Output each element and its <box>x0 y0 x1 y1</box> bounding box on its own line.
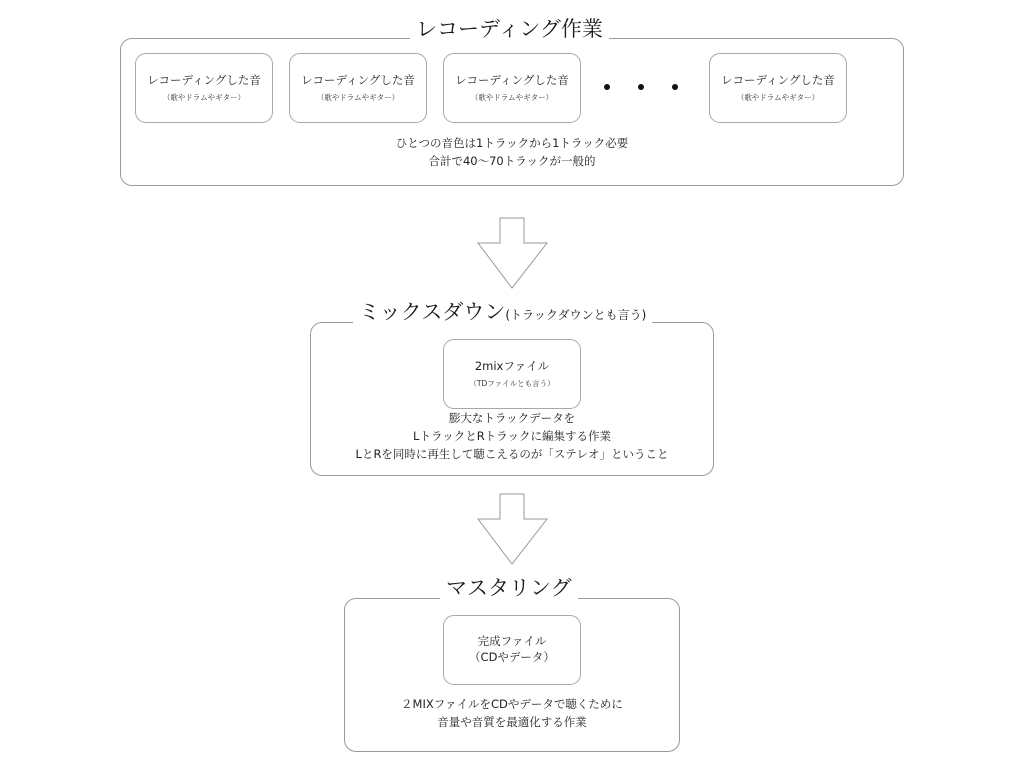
down-arrow-icon <box>476 493 549 566</box>
recording-card-4-label: レコーディングした音 <box>721 72 835 87</box>
recording-card-2-label: レコーディングした音 <box>301 72 415 87</box>
recording-card-2 <box>289 53 427 123</box>
mixdown-card-label: 2mixファイル <box>474 358 550 373</box>
recording-card-4-note: （歌やドラムやギター） <box>736 93 820 103</box>
down-arrow-icon <box>476 217 549 290</box>
recording-card-3 <box>443 53 581 123</box>
recording-card-3-label: レコーディングした音 <box>455 72 569 87</box>
recording-card-4 <box>709 53 847 123</box>
recording-desc-line-2: 合計で40〜70トラックが一般的 <box>428 154 596 168</box>
mastering-card <box>443 615 581 685</box>
ellipsis-dot <box>604 84 610 90</box>
recording-desc-line-1: ひとつの音色は1トラックから1トラック必要 <box>395 136 629 150</box>
ellipsis-dots <box>604 84 678 90</box>
mastering-desc-line-1: ２MIXファイルをCDやデータで聴くために <box>401 697 623 711</box>
recording-card-1 <box>135 53 273 123</box>
mastering-card-label-1: 完成ファイル <box>477 634 547 649</box>
recording-card-1-label: レコーディングした音 <box>147 72 261 87</box>
recording-card-1-note: （歌やドラムやギター） <box>162 93 246 103</box>
mastering-card-label-2: （CDやデータ） <box>469 650 555 664</box>
mastering-desc-line-2: 音量や音質を最適化する作業 <box>437 715 587 729</box>
mixdown-title-note: (トラックダウンとも言う) <box>505 308 647 322</box>
recording-card-3-note: （歌やドラムやギター） <box>470 93 554 103</box>
mixdown-desc-line-3: LとRを同時に再生して聴こえるのが「ステレオ」ということ <box>355 447 669 461</box>
mixdown-desc-line-2: LトラックとRトラックに編集する作業 <box>413 429 611 443</box>
ellipsis-dot <box>672 84 678 90</box>
mixdown-title: ミックスダウン <box>359 300 506 324</box>
mixdown-card <box>443 339 581 409</box>
mastering-title: マスタリング <box>440 578 578 599</box>
recording-card-2-note: （歌やドラムやギター） <box>316 93 400 103</box>
mixdown-description <box>312 409 712 463</box>
mastering-description <box>312 695 712 731</box>
mixdown-card-note: （TDファイルとも言う） <box>469 379 555 389</box>
mixdown-desc-line-1: 膨大なトラックデータを <box>448 411 576 425</box>
ellipsis-dot <box>638 84 644 90</box>
mixdown-title-group <box>353 302 652 323</box>
recording-title: レコーディング作業 <box>410 19 609 40</box>
recording-description <box>312 134 712 170</box>
